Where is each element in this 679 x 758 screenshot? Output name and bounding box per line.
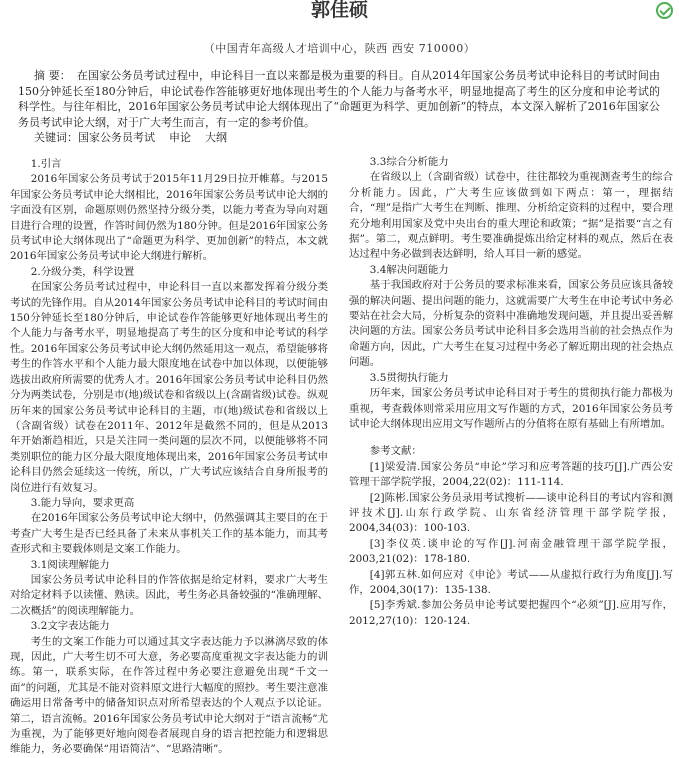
references-heading: 参考文献： xyxy=(369,445,422,458)
subsection-heading-3-1: 3.1阅读理解能力 xyxy=(30,558,110,571)
abstract xyxy=(18,68,660,130)
subsection-3-4-paragraph: 基于我国政府对于公务员的要求标准来看，国家公务员应该具备较强的解决问题、提出问题的能力，这就需要广大考生在申论考试中务必要站在社会大局，分析复杂的资料中准确地发现问题，并且提出妥善解决问题的方法。国家公务员考试申论科目多会选用当前的社会热点作为命题方向，因此，广大考生在复习过程中务必了解近期出现的社会热点问题。 xyxy=(349,279,673,369)
subsection-3-2-paragraph: 考生的文案工作能力可以通过其文字表达能力予以淋漓尽致的体现，因此，广大考生切不可大意，务必要高度重视文字表达能力的训练。第一，联系实际，在作答过程中务必要注意避免出现“千文一面”的问题，尤其是不能对资料原文进行大幅度的照抄。考生要注意准确运用日常备考中的储备知识点对所希望表达的个人观点予以论证。第二，语言流畅。2016年国家公务员考试申论大纲对于“语言流畅”尤为重视，为了能够更好地向阅卷者展现自身的语言把控能力和逻辑思维能力，务必要确保“用语简洁”、“思路清晰”。 xyxy=(10,635,328,756)
subsection-heading-3-5: 3.5贯彻执行能力 xyxy=(369,371,449,384)
check-circle-icon[interactable] xyxy=(656,2,673,19)
subsection-heading-3-3: 3.3综合分析能力 xyxy=(369,156,449,168)
keyword-item: 大纲 xyxy=(205,131,227,144)
keyword-item: 申论 xyxy=(169,131,191,144)
abstract-label: 摘 要： xyxy=(34,69,71,82)
left-column xyxy=(10,155,328,756)
reference-item: [5]李秀斌.参加公务员申论考试要把握四个“必须”[J].应用写作，2012,27(10)：120-124. xyxy=(349,599,673,627)
subsection-3-1-paragraph: 国家公务员考试申论科目的作答依据是给定材料，要求广大考生对给定材料予以读懂、熟读。因此，考生务必具备较强的“准确理解、二次概括”的阅读理解能力。 xyxy=(10,573,328,617)
abstract-text: 在国家公务员考试过程中，申论科目一直以来都是极为重要的科目。自从2014年国家公务员考试申论科目的考试时间由150分钟延长至180分钟后，申论试卷作答能够更好地体现出考生的个人能力与备考水平，明显地提高了考生的区分度和申论考试的科学性。与往年相比，2016年国家公务员考试申论大纲体现出了“命题更为科学、更加创新”的特点，本文深入解析了2016年国家公务员考试申论大纲，对于广大考生而言，有一定的参考价值。 xyxy=(18,69,660,129)
reference-item: [2]陈彬.国家公务员录用考试搜析——谈申论科目的考试内容和测评技术[J].山东行政学院、山东省经济管理干部学院学报，2004,34(03)：100-103. xyxy=(349,491,673,535)
subsection-heading-3-2: 3.2文字表达能力 xyxy=(30,620,110,633)
keywords xyxy=(34,130,654,145)
author-affiliation: （中国青年高级人才培训中心，陕西 西安 710000） xyxy=(203,42,476,55)
subsection-3-5-paragraph: 历年来，国家公务员考试申论科目对于考生的贯彻执行能力都极为重视，考查载体则常采用应用文写作题的方式，2016年国家公务员考试申论大纲体现出应用文写作题所占的分值将在原有基础上有所增加。 xyxy=(349,387,673,430)
reference-item: [1]梁爱清.国家公务员“申论”学习和应考答题的技巧[J].广西公安管理干部学院学报，2004,22(02)：111-114. xyxy=(349,460,673,489)
keywords-label: 关键词： xyxy=(34,131,78,144)
section-heading-2: 2.分级分类，科学设置 xyxy=(30,265,135,278)
author-name: 郭佳硕 xyxy=(310,0,368,21)
intro-paragraph: 2016年国家公务员考试于2015年11月29日拉开帷幕。与2015年国家公务员考试申论大纲相比，2016年国家公务员考试申论大纲的字面没有区别，命题原则仍然坚持分级分类，以能力考查为导向对题目进行合理的设置，作答时间仍然为180分钟。但是2016年国家公务员考试申论大纲体现出了“命题更为科学、更加创新”的特点，本文就2016年国家公务员考试申论大纲进行解析。 xyxy=(10,173,328,263)
section-2-paragraph: 在国家公务员考试过程中，申论科目一直以来都发挥着分级分类考试的先锋作用。自从2014年国家公务员考试申论科目的考试时间由150分钟延长至180分钟后，申论试卷作答能够更好地体现出考生的个人能力与备考水平，明显地提高了考生的区分度和申论考试的科学性。2016年国家公务员考试申论大纲仍然延用这一观点，希望能够将考生的作答水平和个人能力最大限度地在试卷中加以体现，以便能够选拔出政府所需要的优秀人才。2016年国家公务员考试申论科目仍然分为两类试卷，分别是市(地)级试卷和省级以上(含副省级)试卷。纵观历年来的国家公务员考试申论科目的主题，市(地)级试卷和省级以上（含副省级）试卷在2011年、2012年是截然不同的，但是从2013年开始渐趋相近，只是关注同一类问题的层次不同，以便能够将不同类别职位的能力区分最大限度地体现出来，2016年国家公务员考试申论科目仍然会延续这一传统，所以，广大考试应该结合自身所报考的岗位进行有效复习。 xyxy=(10,281,328,494)
right-column xyxy=(349,155,673,717)
section-heading-intro: 1.引言 xyxy=(30,158,62,170)
subsection-heading-3-4: 3.4解决问题能力 xyxy=(369,263,449,276)
reference-item: [4]郭五林.如何应对《申论》考试——从虚拟行政行为角度[J].写作，2004,30(17)：135-138. xyxy=(349,568,673,596)
section-3-paragraph: 在2016年国家公务员考试申论大纲中，仍然强调其主要目的在于考查广大考生是否已经具备了未来从事机关工作的基本能力，而其考查形式和主要载体则是文案工作能力。 xyxy=(10,512,328,556)
reference-item: [3]李仪英.谈申论的写作[J].河南金融管理干部学院学报，2003,21(02)：178-180. xyxy=(349,537,673,566)
keyword-item: 国家公务员考试 xyxy=(78,131,155,144)
subsection-3-3-paragraph: 在省级以上（含副省级）试卷中，往往都较为重视测查考生的综合分析能力。因此，广大考生应该做到如下两点：第一，理据结合，“理”是指广大考生在判断、推理、分析给定资料的过程中，要合理充分地利用国家及党中央出台的重大理论和政策；“据”是指要“言之有据”。第二，观点鲜明。考生要准确提炼出给定材料的观点，然后在表达过程中务必做到表达鲜明，给人耳目一新的感觉。 xyxy=(349,171,673,261)
section-heading-3: 3.能力导向，要求更高 xyxy=(30,496,135,509)
